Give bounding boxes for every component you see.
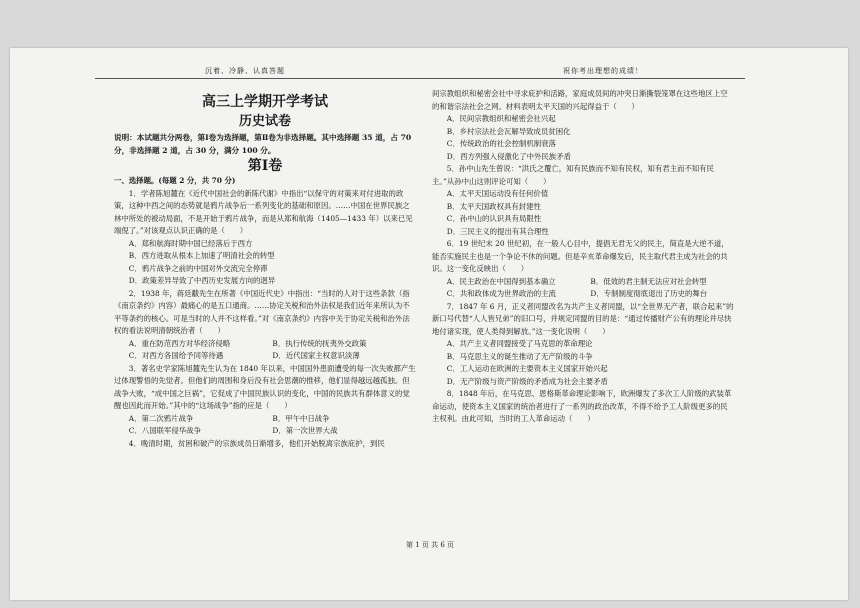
header-left-motto: 沉着、冷静、认真答题 bbox=[205, 67, 285, 75]
question-5-stem: 5．孙中山先生曾说：“洪氏之覆亡，知有民族而不知有民权，知有君主而不知有民主。”从孙中山这则评论可知（ ） bbox=[432, 164, 714, 186]
question-2-option-a: A．重在防范西方对华经济侵略 bbox=[128, 338, 231, 348]
question-6-option-d: D．专制制度彻底退出了历史的舞台 bbox=[590, 289, 708, 298]
question-2-options-row-1 bbox=[114, 338, 416, 351]
question-7-option-b: B．马克思主义的诞生推动了无产阶级的斗争 bbox=[446, 351, 593, 361]
question-4-stem-continued: 间宗教组织和秘密会社中寻求庇护和活路，家庭成员间的冲突日渐撕裂笼罩在这些地区上空的和谐宗法社会之网。材料表明太平天国的兴起得益于（ ） bbox=[432, 89, 728, 111]
question-5-option-c: C．孙中山的认识具有局限性 bbox=[446, 214, 542, 223]
question-6-option-a: A．民主政治在中国得到基本确立 bbox=[446, 276, 556, 286]
question-3-options-row-1 bbox=[114, 413, 416, 426]
question-4-option-a: A．民间宗教组织和秘密会社兴起 bbox=[446, 114, 556, 123]
question-6-options-row-1 bbox=[432, 276, 734, 289]
left-column bbox=[114, 88, 416, 450]
question-2-stem: 2．1938 年，蒋廷黻先生在所著《中国近代史》中指出：“当时的人对于这些条款（指《南京条约》内容）最痛心的是五口通商。……协定关税和治外法权是我们近年来所认为不平等条约的核心。可是当时的人并不这样看。”对《南京条约》内容中关于协定关税和治外法权的看法说明清朝统治者（ ） bbox=[114, 288, 410, 335]
question-1-option-d: D．政策差异导致了中西历史发展方向的迥异 bbox=[128, 276, 276, 285]
header-divider bbox=[95, 78, 745, 79]
question-3-option-b: B．甲午中日战争 bbox=[272, 413, 330, 423]
question-1-option-a: A．郑和航海时期中国已经落后于西方 bbox=[128, 238, 253, 248]
exam-title: 高三上学期开学考试 bbox=[202, 94, 328, 110]
question-6-option-b: B．低效的君主制无法应对社会转型 bbox=[590, 276, 707, 286]
question-3-option-d: D．第一次世界大战 bbox=[272, 426, 338, 435]
question-1-option-b: B．西方进取从根本上加速了明清社会的转型 bbox=[128, 251, 275, 260]
question-4-stem-start: 4．晚清时期，贫困和破产的宗族成员日渐增多，他们开始脱离宗族庇护，到民 bbox=[128, 438, 385, 448]
question-5-option-b: B．太平天国政权具有封建性 bbox=[446, 201, 541, 211]
question-7-option-d: D．无产阶级与资产阶级的矛盾成为社会主要矛盾 bbox=[446, 376, 608, 386]
question-1-option-c: C．鸦片战争之前的中国对外交流完全停滞 bbox=[128, 263, 268, 273]
question-4-option-d: D．西方列强入侵激化了中外民族矛盾 bbox=[446, 151, 571, 161]
question-1-stem: 1．学者陈旭麓在《近代中国社会的新陈代谢》中指出“以保守的对策来对付进取的政策，这种中西之间的态势就是鸦片战争后一系列变化的基础和原因。……中国在世界民族之林中所处的被动局面，不是开始于鸦片战争，而是从郑和航海（1405—1433 年）以来已见端倪了。”对该观点认识正确的是（ ） bbox=[114, 188, 413, 235]
question-4-option-c: C．传统政治的社会控制机制衰落 bbox=[446, 139, 556, 148]
question-7-stem: 7．1847 年 6 月，正义者同盟改名为共产主义者同盟，以“全世界无产者，联合起来”的新口号代替“人人皆兄弟”的旧口号，并规定同盟的目的是：“通过传播财产公有的理论并尽快地付诸实现，使人类得到解放。”这一变化说明（ ） bbox=[432, 301, 734, 336]
exam-instructions: 说明：本试题共分两卷，第Ⅰ卷为选择题，第Ⅱ卷为非选择题。其中选择题 35 道，占 70 分，非选择题 2 道，占 30 分，满分 100 分。 bbox=[114, 133, 412, 155]
question-3-options-row-2 bbox=[114, 425, 416, 438]
question-7-option-c: C．工人运动在欧洲的主要资本主义国家开始兴起 bbox=[446, 364, 608, 373]
right-column bbox=[432, 88, 734, 426]
question-2-option-c: C．对西方各国给予同等待遇 bbox=[128, 351, 224, 360]
question-2-option-b: B．执行传统的抚夷外交政策 bbox=[272, 338, 367, 348]
question-6-option-c: C．共和政体成为世界政治的主流 bbox=[446, 289, 556, 298]
question-5-option-a: A．太平天国运动没有任何价值 bbox=[446, 189, 549, 198]
header-right-motto: 祝你考出理想的成绩！ bbox=[563, 67, 643, 75]
question-5-option-d: D．三民主义的提出有其合理性 bbox=[446, 226, 549, 236]
question-3-stem: 3．著名史学家陈旭麓先生认为在 1840 年以来，中国国外患面遭受的每一次失败都产生过体现警悟的先觉者。但他们的周围和身后没有社会思潮的推移，他们显得越远越孤独。但战争大败，“成中国之巨祸”，它促成了中国民族认识的变化，中国的民族共有群体意义的觉醒也因此而开始。”其中的“这场战争”指的应是（ ） bbox=[114, 363, 416, 410]
volume-heading: 第Ⅰ卷 bbox=[247, 158, 283, 174]
question-3-option-a: A．第二次鸦片战争 bbox=[128, 413, 194, 423]
question-8-stem: 8．1848 年后，在马克思、恩格斯革命理论影响下，欧洲爆发了多次工人阶级的武装革命运动，使资本主义国家的统治者进行了一系列的政治改革，不得不给予工人阶级更多的民主权利。由此可知，当时的工人革命运动（ ） bbox=[432, 389, 732, 423]
exam-subtitle: 历史试卷 bbox=[238, 114, 291, 129]
page-number: 第 1 页 共 6 页 bbox=[405, 541, 455, 549]
question-7-option-a: A．共产主义者同盟接受了马克思的革命理论 bbox=[446, 339, 593, 348]
question-2-option-d: D．近代国家主权意识淡薄 bbox=[272, 351, 360, 360]
question-2-options-row-2 bbox=[114, 350, 416, 363]
question-4-option-b: B．乡村宗法社会瓦解导致成员贫困化 bbox=[446, 126, 571, 136]
question-6-options-row-2 bbox=[432, 288, 734, 301]
question-6-stem: 6．19 世纪末 20 世纪初，在一般人心目中，提倡无君无父的民主，简直是大逆不道，能否实施民主也是一个争论不休的问题。但是辛亥革命爆发后，民主取代君主成为社会的共识。这一变化反映出（ ） bbox=[432, 239, 729, 273]
section-heading: 一、选择题。(每题 2 分，共 70 分) bbox=[114, 176, 236, 185]
question-3-option-c: C．八国联军侵华战争 bbox=[128, 426, 201, 435]
